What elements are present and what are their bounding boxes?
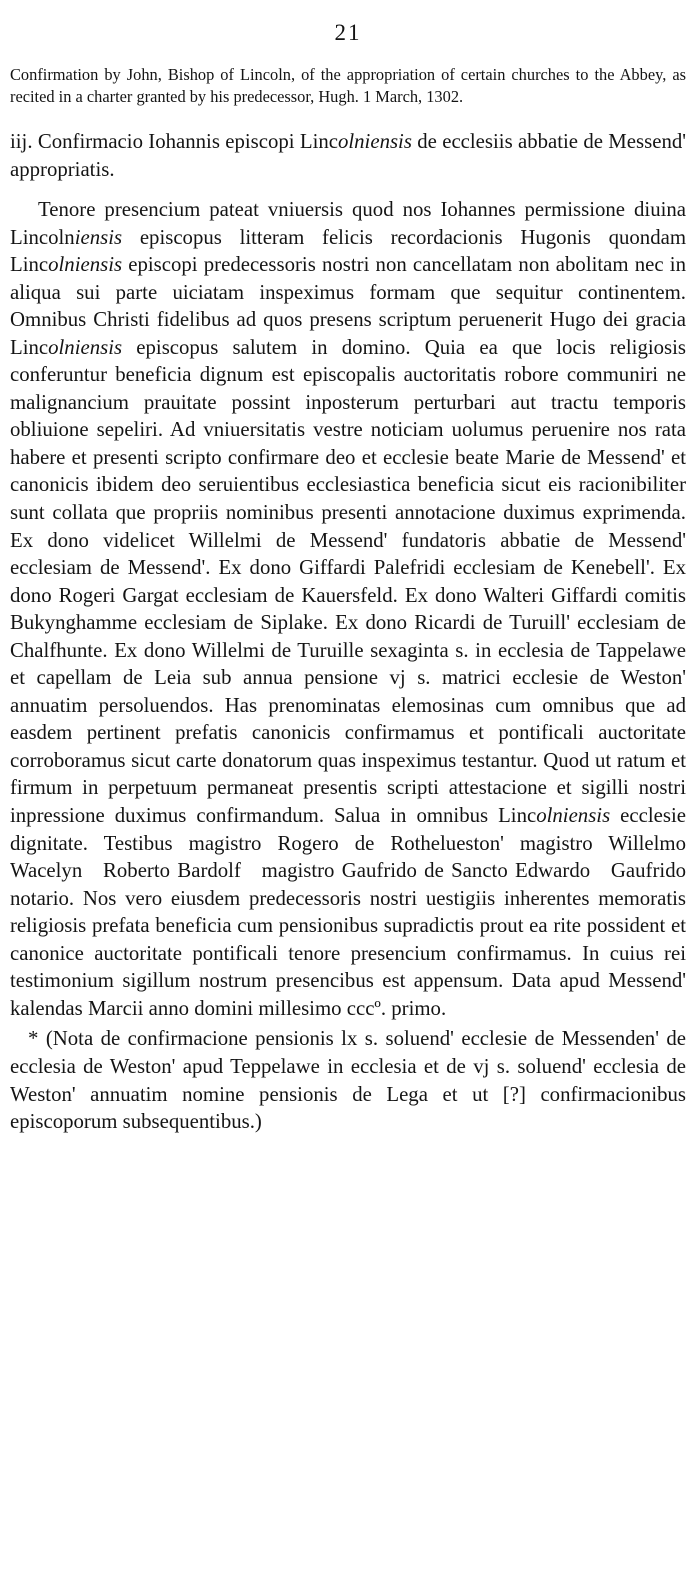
page-number: 21	[334, 20, 362, 45]
charter-text	[10, 196, 686, 1022]
charter-heading	[10, 128, 686, 184]
charter-text-segment: Tenore presencium pateat vniuersis quod nos Iohannes permissione diuina Lincoln	[10, 198, 686, 249]
charter-italic-segment: iensis	[74, 225, 123, 249]
charter-italic-segment: olniensis	[48, 335, 123, 359]
charter-text-segment: ecclesie dignitate. Testibus magistro Rogero de Rothelueston' magistro Willelmo Wacelyn Roberto Bardolf magistro Gaufrido de Sancto Edwardo Gaufrido notario. Nos vero eiusdem predecessoris nostri uestigiis inherentes memoratis religiosis prefata beneficia cum pensionibus supradictis prout ea rite possident et canonice auctoritate pontificali tenore presencium confirmamus. In cuius rei testimonium sigillum nostrum presencibus est appensum. Data apud Messend' kalendas Marcii anno domini millesimo cccº. primo.	[10, 804, 686, 1020]
charter-text-segment: episcopus litteram felicis recordacionis Hugonis quondam Linc	[10, 225, 686, 277]
charter-text-segment: episcopi predecessoris nostri non cancellatam non abolitam nec in aliqua sui parte uiciatam inspeximus formam que sequitur continentem. Omnibus Christi fidelibus ad quos presens scriptum peruenerit Hugo dei gracia Linc	[10, 253, 686, 359]
charter-text-segment: episcopus salutem in domino. Quia ea que locis religiosis conferuntur beneficia dignum est episcopalis auctoritatis robore communiri ne malignancium prauitate possint inposterum perturbari aut tractu temporis obliuione sepeliri. Ad vniuersitatis vestre noticiam uolumus peruenire nos rata habere et presenti scripto confirmare deo et ecclesie beate Marie de Messend' et canonicis ibidem deo seruientibus ecclesiastica beneficia sicut eis racionibiliter sunt collata que propriis nominibus presenti annotacione duximus exprimenda. Ex dono videlicet Willelmi de Messend' fundatoris abbatie de Messend' ecclesiam de Messend'. Ex dono Giffardi Palefridi ecclesiam de Kenebell'. Ex dono Rogeri Gargat ecclesiam de Kauersfeld. Ex dono Walteri Giffardi comitis Bukynghamme ecclesiam de Siplake. Ex dono Ricardi de Turuill' ecclesiam de Chalfhunte. Ex dono Willelmi de Turuille sexaginta s. in ecclesia de Tappelawe et capellam de Leia sub annua pensione vj s. matrici ecclesie de Weston' annuatim persoluendos. Has prenominatas elemosinas cum omnibus que ad easdem pertinent prefatis canonicis confirmamus et pontificali auctoritate corroboramus sicut carte donatorum quas inspeximus testantur. Quod ut ratum et firmum in perpetuum permaneat presentis scripti attestacione et sigilli nostri inpressione duximus confirmandum. Salua in omnibus Linc	[10, 335, 686, 828]
charter-italic-segment: olniensis	[48, 253, 123, 277]
heading-text-end: de ecclesiis abbatie de Messend' appropriatis.	[10, 130, 686, 181]
heading-text: iij. Confirmacio Iohannis episcopi Linc	[10, 130, 338, 153]
charter-italic-segment: olniensis	[536, 804, 611, 828]
heading-italic-text: olniensis	[337, 130, 412, 153]
marginal-note: * (Nota de confirmacione pensionis lx s. soluend' ecclesie de Messenden' de ecclesia de Weston' apud Teppelawe in ecclesia et de vj s. soluend' ecclesia de Weston' annuatim nomine pensionis de Lega et ut [?] confirmacionibus episcoporum subsequentibus.)	[10, 1027, 686, 1134]
document-page	[10, 18, 686, 1136]
document-summary: Confirmation by John, Bishop of Lincoln, of the appropriation of certain churches to the Abbey, as recited in a charter granted by his predecessor, Hugh. 1 March, 1302.	[10, 65, 686, 106]
